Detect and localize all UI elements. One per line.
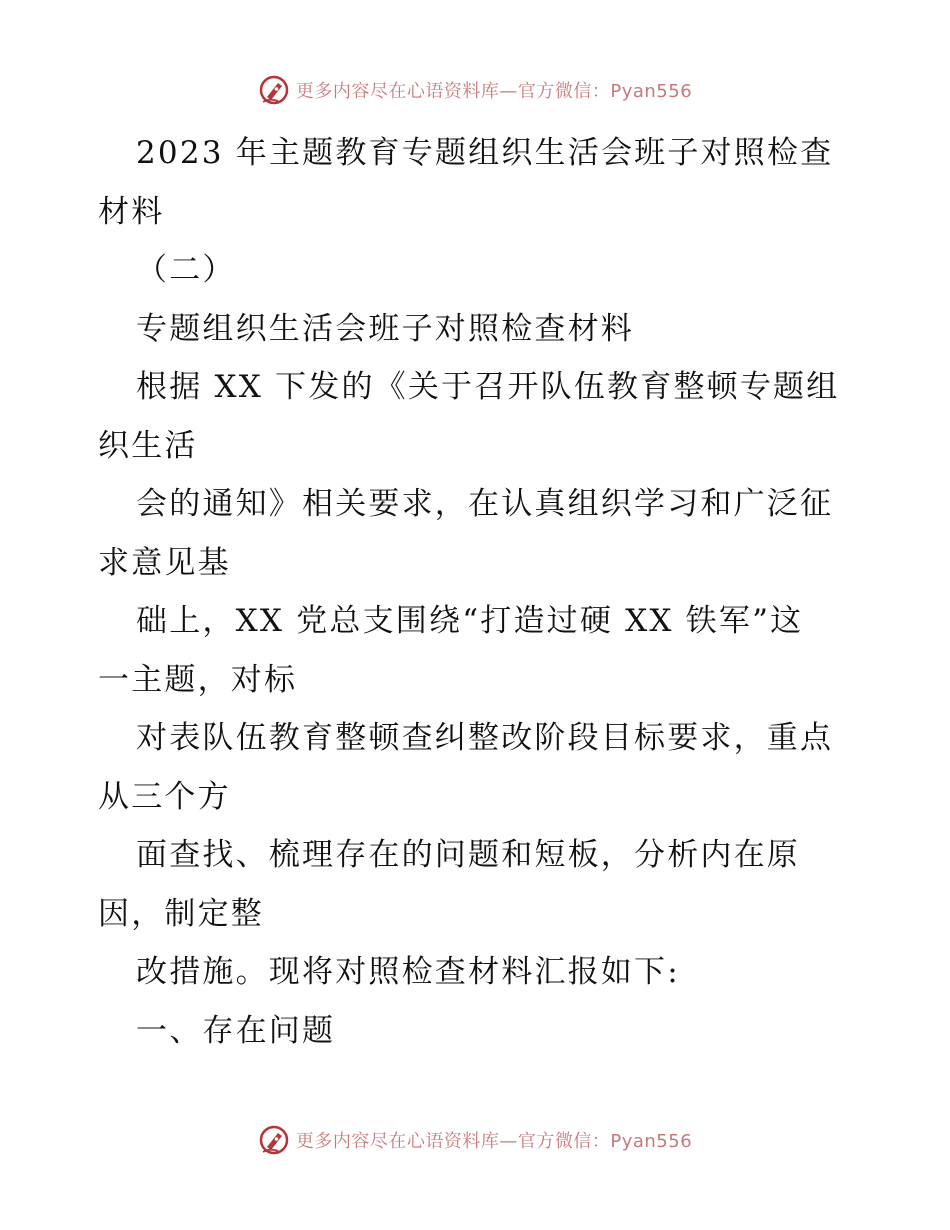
- paragraph-line: 对表队伍教育整顿查纠整改阶段目标要求，重点: [136, 720, 834, 756]
- section-heading: 一、存在问题: [136, 1012, 336, 1049]
- paragraph-line: 础上，XX 党总支围绕“打造过硬 XX 铁军”这: [136, 603, 804, 639]
- paragraph-line: 一主题，对标: [98, 661, 298, 698]
- doc-title-line-2: 材料: [98, 193, 165, 230]
- watermark-banner-top: [0, 72, 950, 108]
- doc-subtitle: （二）: [136, 252, 236, 288]
- document-body: [98, 124, 858, 1060]
- pen-nib-logo-icon: [258, 74, 290, 106]
- watermark-banner-bottom: [0, 1122, 950, 1158]
- watermark-handle: Pyan556: [610, 81, 693, 102]
- paragraph-line: 从三个方: [98, 778, 231, 815]
- paragraph-line: 求意见基: [98, 544, 231, 581]
- paragraph-line: 会的通知》相关要求，在认真组织学习和广泛征: [136, 486, 834, 522]
- paragraph-line: 织生活: [98, 427, 198, 464]
- watermark-text: 更多内容尽在心语资料库—官方微信：Pyan556: [295, 1131, 693, 1152]
- paragraph-line: 因，制定整: [98, 895, 264, 932]
- paragraph-line: 面查找、梳理存在的问题和短板，分析内在原: [136, 837, 800, 873]
- doc-heading: 专题组织生活会班子对照检查材料: [136, 310, 634, 347]
- watermark-text: 更多内容尽在心语资料库—官方微信：Pyan556: [295, 81, 693, 102]
- pen-nib-logo-icon: [258, 1124, 290, 1156]
- doc-title-line-1: 2023 年主题教育专题组织生活会班子对照检查: [136, 135, 834, 171]
- paragraph-line: 改措施。现将对照检查材料汇报如下:: [136, 954, 680, 990]
- watermark-handle: Pyan556: [610, 1131, 693, 1152]
- paragraph-line: 根据 XX 下发的《关于召开队伍教育整顿专题组: [136, 369, 840, 405]
